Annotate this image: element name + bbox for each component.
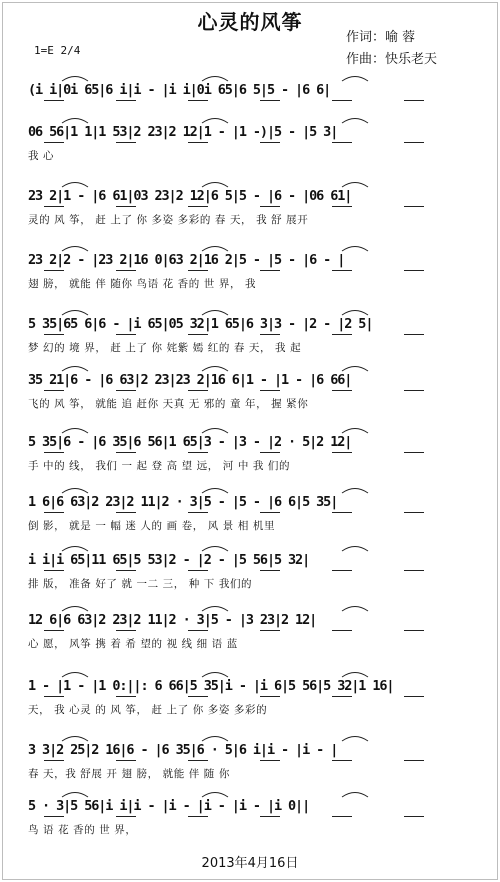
key-time-signature: 1=E 2/4 (34, 44, 81, 57)
beam-line (260, 696, 280, 697)
notation-line: 5 35|65 6|6 - |i 65|05 32|1 65|6 3|3 - |2 - |2 5| (28, 316, 373, 332)
beam-line (332, 206, 352, 207)
slur-arc (340, 244, 370, 252)
slur-arc (200, 308, 230, 316)
beam-line (260, 816, 280, 817)
beam-line (404, 452, 424, 453)
beam-line (404, 696, 424, 697)
beam-line (404, 630, 424, 631)
beam-line (332, 390, 352, 391)
beam-line (332, 630, 352, 631)
beam-line (116, 270, 136, 271)
notation-line: 12 6|6 63|2 23|2 11|2 · 3|5 - |3 23|2 12| (28, 612, 317, 628)
slur-arc (60, 426, 90, 434)
notation-line: i i|i 65|11 65|5 53|2 - |2 - |5 56|5 32| (28, 552, 310, 568)
slur-arc (60, 670, 90, 678)
lyric-line: 排 版， 准备 好了 就 一二 三， 种 下 我们的 (28, 578, 253, 590)
beam-line (404, 570, 424, 571)
slur-arc (340, 180, 370, 188)
notation-line: 35 21|6 - |6 63|2 23|23 2|16 6|1 - |1 - |6 66| (28, 372, 352, 388)
slur-arc (340, 734, 370, 742)
beam-line (260, 512, 280, 513)
beam-line (116, 142, 136, 143)
slur-arc (60, 486, 90, 494)
lyric-line: 灵的 风 筝， 赶 上了 你 多姿 多彩的 春 天， 我 舒 展开 (28, 214, 309, 226)
notation-line: 1 - |1 - |1 0:||: 6 66|5 35|i - |i 6|5 56|5 32|1 16| (28, 678, 394, 694)
beam-line (404, 100, 424, 101)
beam-line (44, 100, 64, 101)
beam-line (404, 142, 424, 143)
beam-line (332, 142, 352, 143)
notation-line: (i i|0i 65|6 i|i - |i i|0i 65|6 5|5 - |6 6| (28, 82, 331, 98)
beam-line (44, 760, 64, 761)
beam-line (404, 334, 424, 335)
beam-line (44, 696, 64, 697)
slur-arc (200, 734, 230, 742)
beam-line (404, 270, 424, 271)
slur-arc (200, 364, 230, 372)
date: 2013年4月16日 (201, 856, 299, 871)
beam-line (332, 270, 352, 271)
lyric-line: 手 中的 线， 我们 一 起 登 高 望 远， 河 中 我 们的 (28, 460, 291, 472)
lyric-line: 飞的 风 筝， 就能 追 赶你 天真 无 邪的 童 年， 握 紧你 (28, 398, 309, 410)
notation-line: 5 · 3|5 56|i i|i - |i - |i - |i - |i 0|| (28, 798, 310, 814)
beam-line (188, 270, 208, 271)
beam-line (188, 206, 208, 207)
beam-line (260, 206, 280, 207)
beam-line (44, 270, 64, 271)
beam-line (260, 100, 280, 101)
song-title: 心灵的风筝 (197, 10, 303, 34)
lyric-line: 我 心 (28, 150, 55, 162)
slur-arc (60, 308, 90, 316)
beam-line (44, 816, 64, 817)
slur-arc (340, 308, 370, 316)
beam-line (116, 630, 136, 631)
beam-line (188, 760, 208, 761)
beam-line (332, 570, 352, 571)
slur-arc (340, 604, 370, 612)
slur-arc (60, 604, 90, 612)
slur-arc (200, 426, 230, 434)
slur-arc (60, 790, 90, 798)
slur-arc (200, 180, 230, 188)
slur-arc (200, 244, 230, 252)
beam-line (44, 452, 64, 453)
beam-line (188, 630, 208, 631)
beam-line (188, 696, 208, 697)
slur-arc (340, 74, 370, 82)
composer-credit: 作曲：快乐老天 (346, 52, 438, 67)
slur-arc (60, 734, 90, 742)
beam-line (188, 512, 208, 513)
slur-arc (340, 790, 370, 798)
slur-arc (200, 74, 230, 82)
beam-line (260, 630, 280, 631)
beam-line (116, 100, 136, 101)
slur-arc (60, 244, 90, 252)
lyric-line: 天， 我 心灵 的 风 筝， 赶 上了 你 多姿 多彩的 (28, 704, 268, 716)
lyric-line: 翅 膀， 就能 伴 随你 鸟语 花 香的 世 界， 我 (28, 278, 257, 290)
beam-line (332, 816, 352, 817)
beam-line (44, 570, 64, 571)
slur-arc (200, 670, 230, 678)
slur-arc (340, 486, 370, 494)
beam-line (44, 630, 64, 631)
beam-line (260, 270, 280, 271)
beam-line (188, 452, 208, 453)
lyricist-credit: 作词：喻 蓉 (346, 30, 416, 45)
beam-line (260, 760, 280, 761)
beam-line (332, 100, 352, 101)
lyric-line: 春 天，我 舒展 开 翅 膀， 就能 伴 随 你 (28, 768, 230, 780)
slur-arc (200, 790, 230, 798)
beam-line (188, 142, 208, 143)
beam-line (116, 206, 136, 207)
beam-line (44, 390, 64, 391)
slur-arc (60, 74, 90, 82)
beam-line (260, 570, 280, 571)
beam-line (404, 816, 424, 817)
beam-line (188, 570, 208, 571)
beam-line (404, 760, 424, 761)
beam-line (260, 334, 280, 335)
slur-arc (200, 116, 230, 124)
slur-arc (60, 364, 90, 372)
beam-line (44, 512, 64, 513)
notation-line: 5 35|6 - |6 35|6 56|1 65|3 - |3 - |2 · 5|2 12| (28, 434, 352, 450)
slur-arc (200, 604, 230, 612)
beam-line (404, 512, 424, 513)
beam-line (404, 206, 424, 207)
slur-arc (60, 116, 90, 124)
beam-line (116, 816, 136, 817)
beam-line (332, 512, 352, 513)
beam-line (116, 390, 136, 391)
beam-line (188, 100, 208, 101)
slur-arc (340, 116, 370, 124)
beam-line (116, 570, 136, 571)
slur-arc (340, 544, 370, 552)
beam-line (332, 334, 352, 335)
slur-arc (340, 670, 370, 678)
beam-line (44, 142, 64, 143)
beam-line (404, 390, 424, 391)
beam-line (44, 206, 64, 207)
notation-line: 3 3|2 25|2 16|6 - |6 35|6 · 5|6 i|i - |i - | (28, 742, 338, 758)
beam-line (188, 816, 208, 817)
beam-line (116, 696, 136, 697)
slur-arc (200, 486, 230, 494)
beam-line (116, 334, 136, 335)
beam-line (260, 390, 280, 391)
beam-line (116, 760, 136, 761)
beam-line (260, 142, 280, 143)
lyric-line: 倒 影， 就是 一 幅 迷 人的 画 卷， 风 景 相 机里 (28, 520, 276, 532)
beam-line (188, 334, 208, 335)
beam-line (260, 452, 280, 453)
slur-arc (60, 180, 90, 188)
beam-line (188, 390, 208, 391)
notation-line: 23 2|1 - |6 61|03 23|2 12|6 5|5 - |6 - |06 61| (28, 188, 352, 204)
slur-arc (200, 544, 230, 552)
notation-line: 1 6|6 63|2 23|2 11|2 · 3|5 - |5 - |6 6|5 35| (28, 494, 338, 510)
lyric-line: 心 愿， 风筝 携 着 希 望的 视 线 细 语 蓝 (28, 638, 238, 650)
beam-line (116, 512, 136, 513)
notation-line: 06 56|1 1|1 53|2 23|2 12|1 - |1 -)|5 - |5 3| (28, 124, 338, 140)
slur-arc (340, 364, 370, 372)
beam-line (116, 452, 136, 453)
beam-line (332, 452, 352, 453)
slur-arc (60, 544, 90, 552)
lyric-line: 梦 幻的 境 界， 赶 上了 你 姹紫 嫣 红的 春 天， 我 起 (28, 342, 302, 354)
slur-arc (340, 426, 370, 434)
beam-line (332, 696, 352, 697)
notation-line: 23 2|2 - |23 2|16 0|63 2|16 2|5 - |5 - |6 - | (28, 252, 345, 268)
lyric-line: 鸟 语 花 香的 世 界， (28, 824, 137, 836)
beam-line (332, 760, 352, 761)
beam-line (44, 334, 64, 335)
